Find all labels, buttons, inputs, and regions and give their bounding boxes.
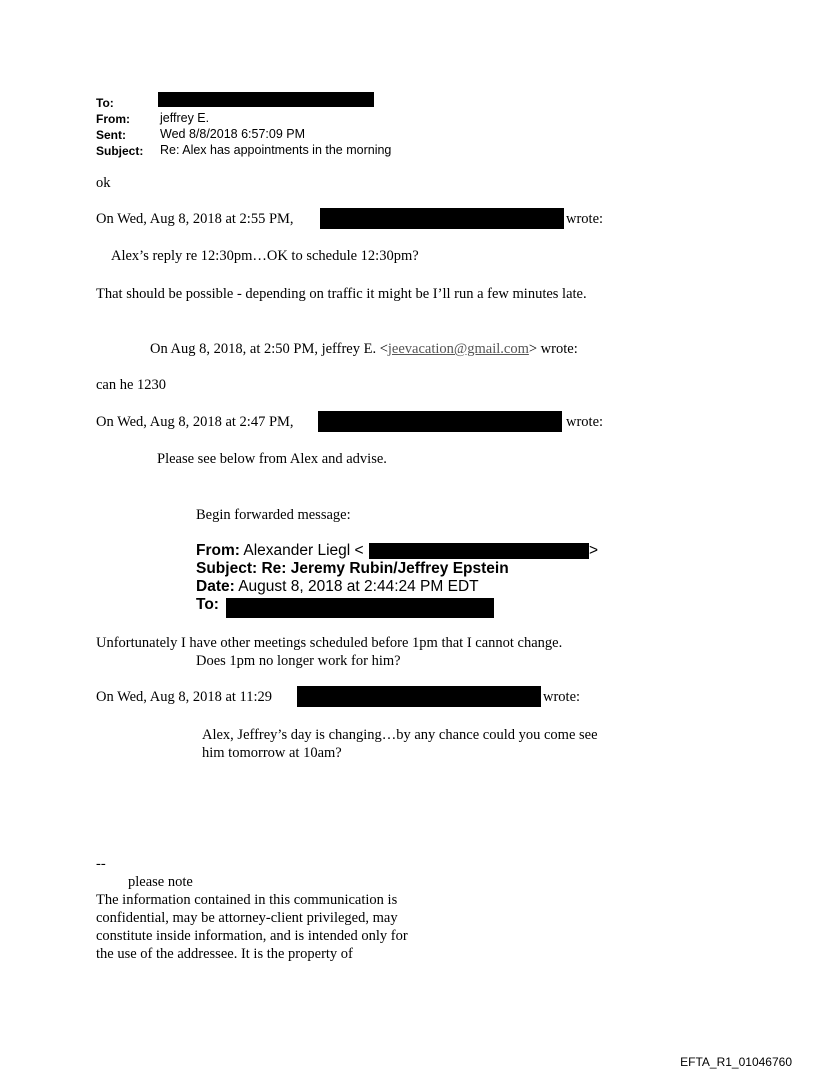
fwd-subject-label: Subject:	[196, 560, 258, 577]
subject-label: Subject:	[96, 144, 144, 158]
possible-line: That should be possible - depending on traffic it might be I’ll run a few minutes late.	[96, 286, 587, 302]
fwd-to-label: To:	[196, 596, 219, 613]
alex-reply-line: Alex’s reply re 12:30pm…OK to schedule 12:30pm?	[111, 248, 419, 264]
subject-value: Re: Alex has appointments in the morning	[160, 143, 392, 157]
quote2-prefix: On Aug 8, 2018, at 2:50 PM, jeffrey E. <	[150, 341, 388, 357]
disclaimer-line-4: the use of the addressee. It is the property of	[96, 946, 353, 962]
redacted-sender-2	[318, 411, 562, 432]
quote4-intro-suffix: wrote:	[543, 689, 581, 705]
document-id: EFTA_R1_01046760	[680, 1055, 792, 1069]
can-he-line: can he 1230	[96, 377, 167, 393]
redacted-sender-3	[297, 686, 541, 707]
disclaimer-line-2: confidential, may be attorney-client privileged, may	[96, 910, 398, 926]
sent-value: Wed 8/8/2018 6:57:09 PM	[160, 127, 306, 141]
sent-label: Sent:	[96, 128, 126, 142]
does-1pm-line: Does 1pm no longer work for him?	[196, 653, 401, 669]
fwd-from-close: >	[589, 542, 599, 559]
reply-ok: ok	[96, 175, 111, 191]
fwd-from-row	[196, 542, 364, 560]
redacted-fwd-to	[226, 598, 494, 618]
quote2-intro	[150, 341, 578, 358]
quote1-intro-prefix: On Wed, Aug 8, 2018 at 2:55 PM,	[96, 211, 294, 227]
begin-forwarded-line: Begin forwarded message:	[196, 507, 351, 523]
alex-day-line-1: Alex, Jeffrey’s day is changing…by any chance could you come see	[202, 727, 598, 743]
fwd-to-row	[196, 596, 219, 614]
signature-dashes: --	[96, 856, 106, 872]
fwd-date-value: August 8, 2018 at 2:44:24 PM EDT	[238, 578, 479, 595]
from-value: jeffrey E.	[160, 111, 210, 125]
quote3-intro-suffix: wrote:	[566, 414, 604, 430]
fwd-date-label: Date:	[196, 578, 235, 595]
quote4-intro-prefix: On Wed, Aug 8, 2018 at 11:29	[96, 689, 273, 705]
redacted-sender-1	[320, 208, 564, 229]
to-label: To:	[96, 96, 114, 110]
disclaimer-line-1: The information contained in this communication is	[96, 892, 398, 908]
from-label: From:	[96, 112, 130, 126]
fwd-date-row	[196, 578, 479, 596]
fwd-from-label: From:	[196, 542, 240, 559]
quote1-intro-suffix: wrote:	[566, 211, 604, 227]
unfortunately-line: Unfortunately I have other meetings scheduled before 1pm that I cannot change.	[96, 635, 563, 651]
disclaimer-line-3: constitute inside information, and is intended only for	[96, 928, 408, 944]
quote3-intro-prefix: On Wed, Aug 8, 2018 at 2:47 PM,	[96, 414, 294, 430]
alex-day-line-2: him tomorrow at 10am?	[202, 745, 342, 761]
fwd-subject-value: Re: Jeremy Rubin/Jeffrey Epstein	[261, 560, 509, 577]
email-link[interactable]: jeevacation@gmail.com	[387, 341, 529, 357]
redacted-to-recipient	[158, 92, 374, 107]
quote2-suffix: > wrote:	[528, 341, 578, 357]
please-note: please note	[128, 874, 193, 890]
fwd-from-value: Alexander Liegl <	[243, 542, 364, 559]
please-see-line: Please see below from Alex and advise.	[157, 451, 387, 467]
redacted-fwd-email	[369, 543, 589, 559]
fwd-subject-row	[196, 560, 509, 578]
